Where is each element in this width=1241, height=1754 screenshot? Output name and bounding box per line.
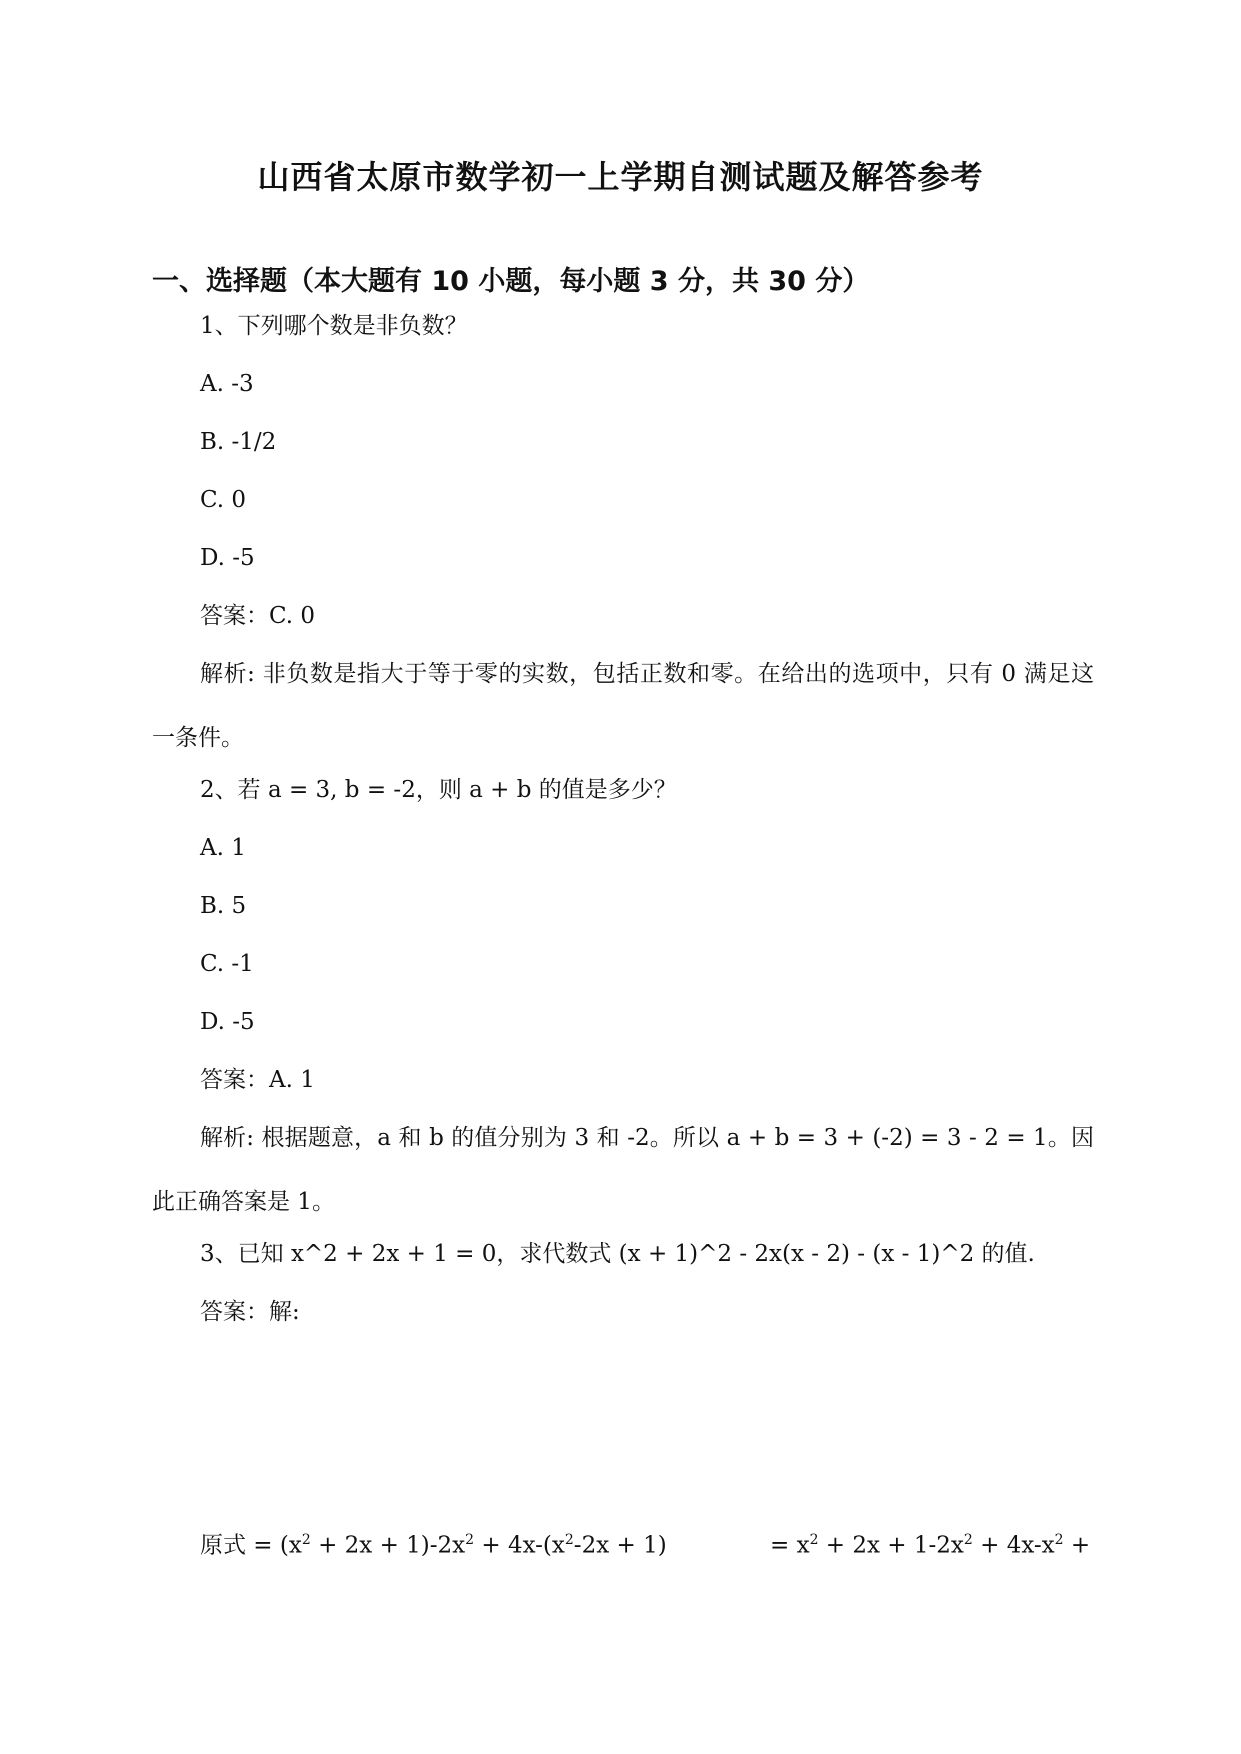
question-2-analysis: 解析: 根据题意，a 和 b 的值分别为 3 和 -2。所以 a + b = 3 + (-2) = 3 - 2 = 1。因此正确答案是 1。	[152, 1125, 1094, 1215]
question-1-option-d: D. -5	[200, 545, 255, 571]
section-heading: 一、选择题（本大题有 10 小题，每小题 3 分，共 30 分）	[152, 266, 870, 297]
equation-step-left: 原式 = $(x^2 + 2x + 1)-2x^2 + 4x-(x^2-2x + 1)$	[200, 1532, 667, 1559]
question-1-option-a: A. -3	[200, 371, 254, 397]
question-2-option-b: B. 5	[200, 893, 247, 919]
question-3-stem: 3、已知 x^2 + 2x + 1 = 0，求代数式 (x + 1)^2 - 2x(x - 2) - (x - 1)^2 的值.	[200, 1241, 1035, 1267]
question-1-analysis: 解析: 非负数是指大于等于零的实数，包括正数和零。在给出的选项中，只有 0 满足这一条件。	[152, 661, 1094, 751]
question-2-option-d: D. -5	[200, 1009, 255, 1035]
question-1-option-b: B. -1/2	[200, 429, 277, 455]
equation-step-right: = $x^2 + 2x + 1-2x^2 + 4x-x^2$ +	[770, 1532, 1091, 1559]
question-2-option-c: C. -1	[200, 951, 254, 977]
question-2-answer: 答案：A. 1	[200, 1067, 315, 1093]
question-2-stem: 2、若 a = 3, b = -2，则 a + b 的值是多少？	[200, 777, 677, 803]
question-1-answer: 答案：C. 0	[200, 603, 316, 629]
page-title: 山西省太原市数学初一上学期自测试题及解答参考	[257, 158, 984, 196]
question-1-option-c: C. 0	[200, 487, 247, 513]
question-1-stem: 1、下列哪个数是非负数？	[200, 313, 468, 339]
question-3-answer-label: 答案：解:	[200, 1299, 300, 1325]
question-2-option-a: A. 1	[200, 835, 246, 861]
